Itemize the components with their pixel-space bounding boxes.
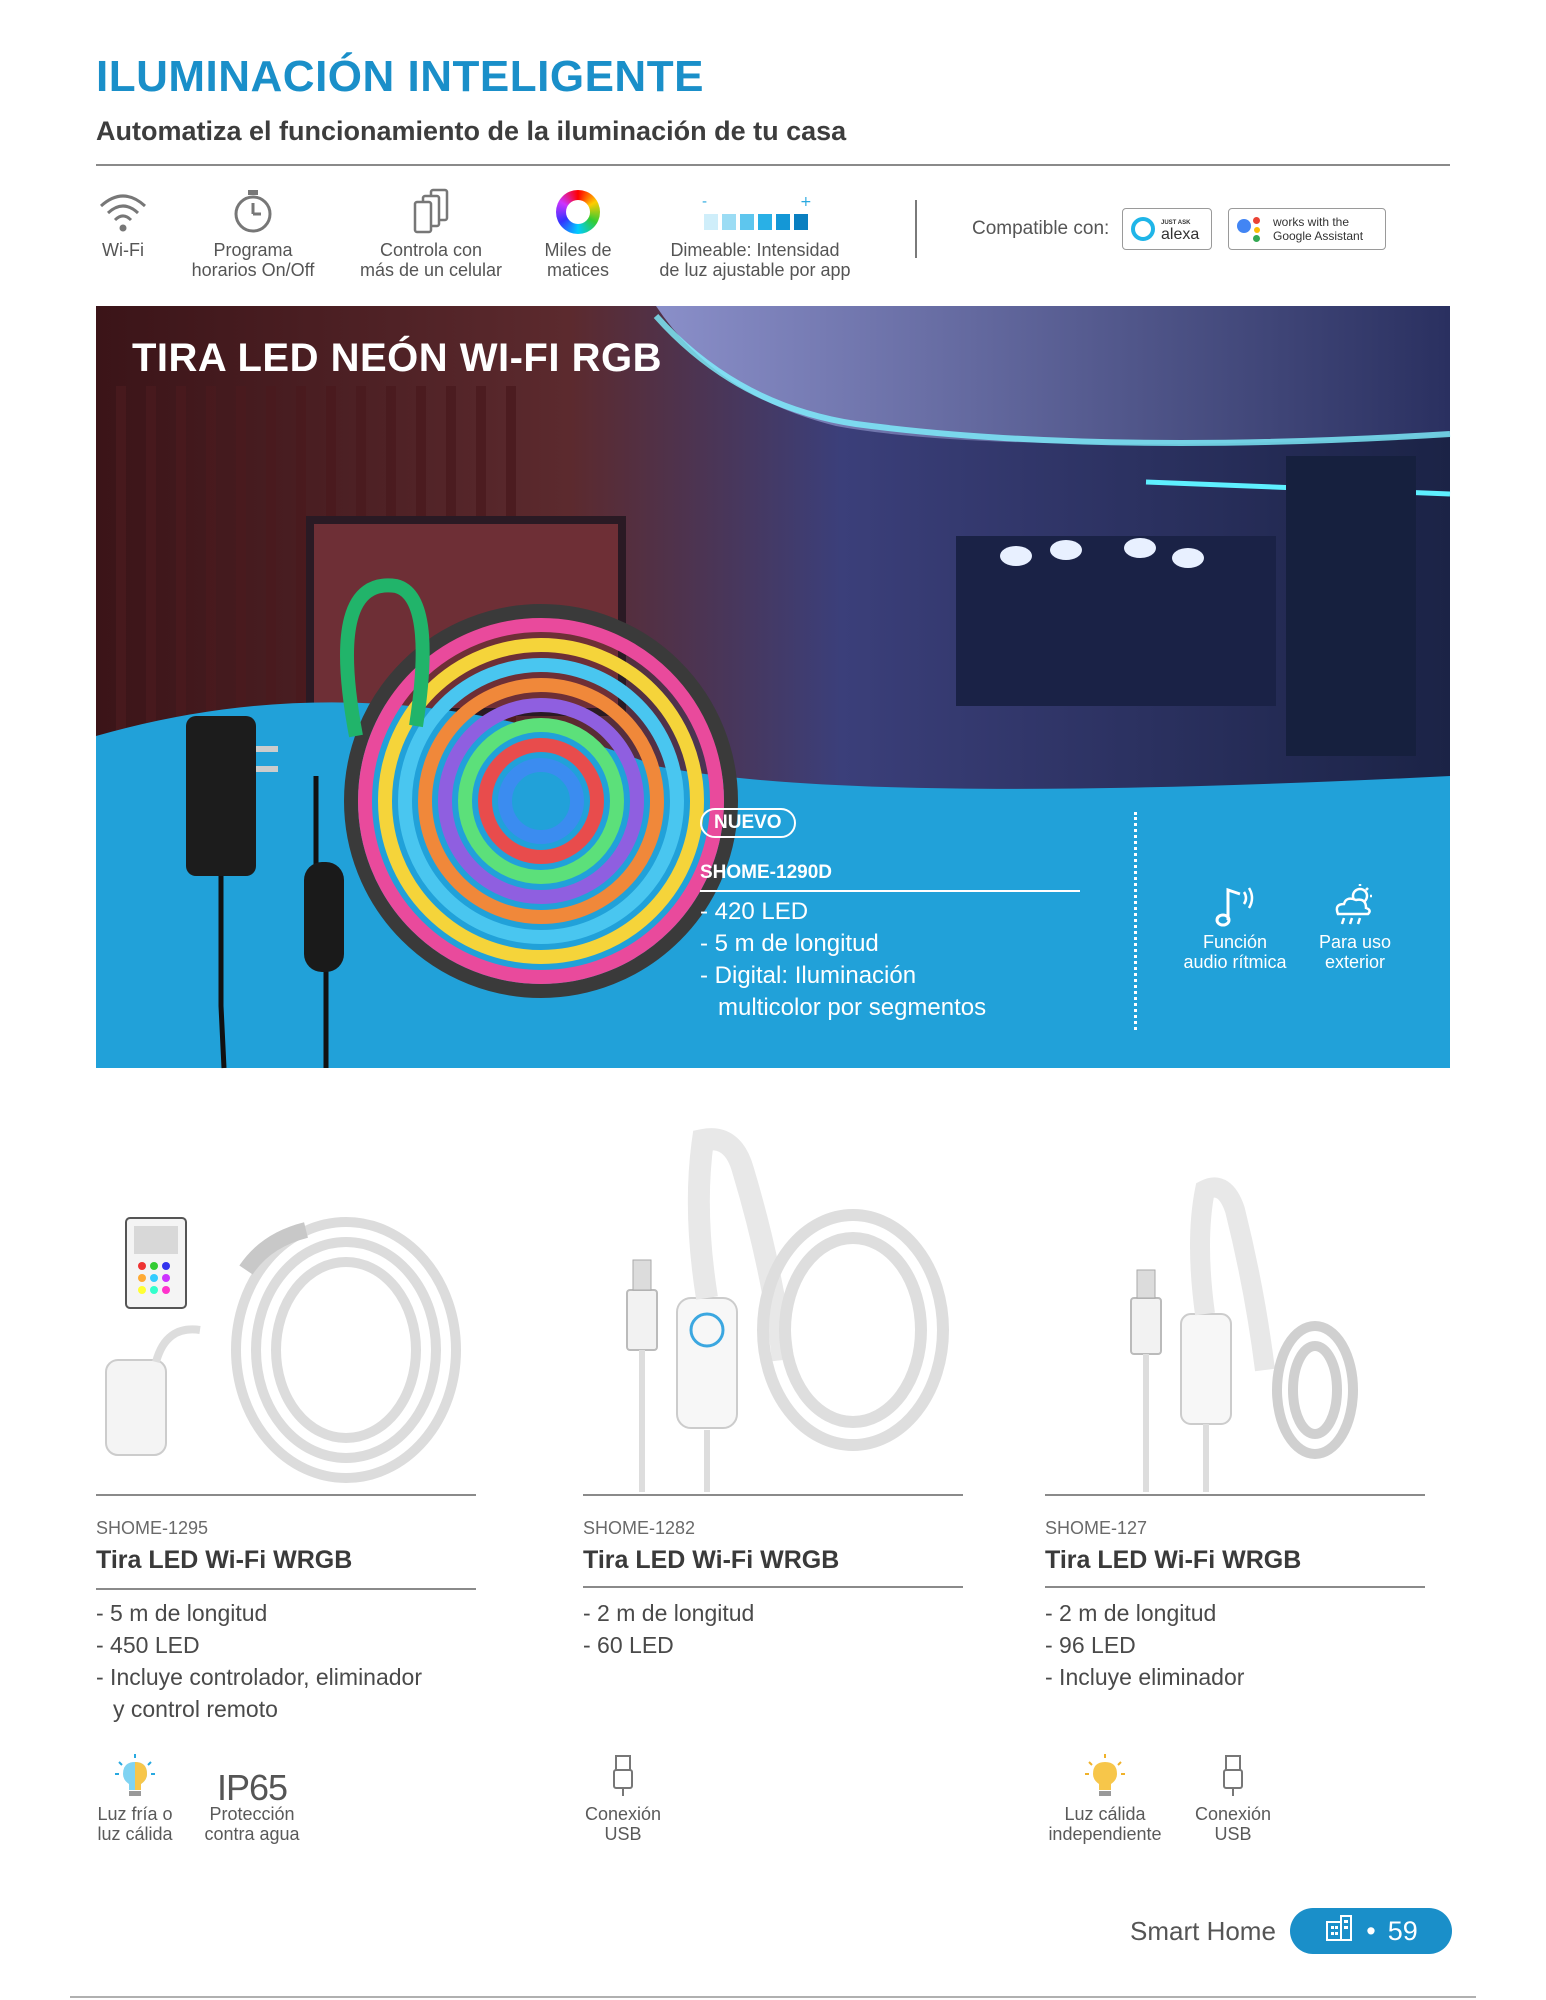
hero-model: SHOME-1290D [700, 862, 832, 883]
inline-controller-image [304, 862, 344, 972]
feature-multi-phone: Controla con más de un celular [350, 182, 512, 280]
power-adapter-image [186, 716, 256, 876]
page-number: 59 [1387, 1915, 1418, 1946]
page-title: ILUMINACIÓN INTELIGENTE [96, 52, 704, 101]
product-feature-usb: Conexión USB [1188, 1752, 1278, 1844]
product-feature-usb: Conexión USB [578, 1752, 668, 1844]
product-spec: - Incluye eliminador [1045, 1664, 1245, 1690]
alexa-badge: JUST ASK alexa [1122, 208, 1212, 250]
hero-dotted-divider [1134, 812, 1137, 1030]
header-divider [96, 164, 1450, 166]
product-model: SHOME-1282 [583, 1518, 696, 1538]
hero-feature-outdoor: Para uso exterior [1290, 876, 1420, 972]
compat-label: Compatible con: [972, 218, 1110, 239]
bottom-divider [70, 1996, 1476, 1998]
product-spec: y control remoto [113, 1696, 278, 1722]
product-feature-warm-light: Luz cálida independiente [1040, 1752, 1170, 1844]
product-model: SHOME-1295 [96, 1518, 209, 1538]
footer-section-name: Smart Home [1130, 1916, 1276, 1946]
wifi-icon [78, 182, 168, 234]
product-divider [1045, 1494, 1425, 1496]
hero-spec: - 420 LED [700, 898, 809, 925]
alexa-ring-icon [1131, 217, 1155, 241]
product-name: Tira LED Wi-Fi WRGB [1045, 1546, 1302, 1574]
bullet-dot: • [1366, 1915, 1376, 1946]
product-spec: - 450 LED [96, 1632, 200, 1658]
feature-timer: Programa horarios On/Off [178, 182, 328, 280]
ip65-icon: IP65 [216, 1767, 288, 1808]
weather-icon [1290, 876, 1420, 928]
timer-icon [178, 182, 328, 234]
cool-warm-bulb-icon [88, 1752, 182, 1798]
hero-spec: - Digital: Iluminación [700, 962, 917, 989]
product-image-shome-1295 [96, 1130, 476, 1490]
feature-dimmer: - + Dimeable: Intensidad de luz ajustable por app [640, 182, 870, 280]
product-feature-ip65: IP65 Protección contra agua [196, 1752, 308, 1844]
google-assistant-badge: works with the Google Assistant [1228, 208, 1386, 250]
hero-title: TIRA LED NEÓN WI-FI RGB [132, 336, 662, 380]
product-spec: - 2 m de longitud [583, 1600, 755, 1626]
product-spec: - Incluye controlador, eliminador [96, 1664, 422, 1690]
music-note-icon [1170, 876, 1300, 928]
product-name-divider [1045, 1586, 1425, 1588]
warm-bulb-icon [1040, 1752, 1170, 1798]
usb-icon [1188, 1752, 1278, 1798]
product-name-divider [583, 1586, 963, 1588]
product-spec: - 60 LED [583, 1632, 674, 1658]
product-spec: - 2 m de longitud [1045, 1600, 1217, 1626]
hero-feature-audio: Función audio rítmica [1170, 876, 1300, 972]
svg-text:-: - [702, 194, 708, 210]
phones-icon [350, 182, 512, 234]
smart-home-icon [1324, 1914, 1354, 1949]
feature-colors: Miles de matices [530, 182, 626, 280]
svg-text:+: + [800, 194, 812, 210]
hero-spec: multicolor por segmentos [718, 994, 987, 1021]
dimmer-icon [640, 182, 870, 234]
product-spec: - 96 LED [1045, 1632, 1136, 1658]
product-divider [96, 1494, 476, 1496]
color-wheel-icon [530, 182, 626, 234]
page-subtitle: Automatiza el funcionamiento de la iluminación de tu casa [96, 116, 847, 146]
hero-model-divider [700, 890, 1080, 892]
product-model: SHOME-127 [1045, 1518, 1148, 1538]
feature-separator [915, 200, 917, 258]
product-spec: - 5 m de longitud [96, 1600, 268, 1626]
product-divider [583, 1494, 963, 1496]
new-badge: NUEVO [700, 808, 796, 838]
product-image-shome-1282 [583, 1130, 963, 1490]
hero-spec: - 5 m de longitud [700, 930, 879, 957]
product-feature-cool-warm: Luz fría o luz cálida [88, 1752, 182, 1844]
hero-banner [96, 306, 1450, 1068]
product-name: Tira LED Wi-Fi WRGB [96, 1546, 353, 1574]
product-image-shome-127 [1045, 1130, 1425, 1490]
product-name-divider [96, 1588, 476, 1590]
product-name: Tira LED Wi-Fi WRGB [583, 1546, 840, 1574]
usb-icon [578, 1752, 668, 1798]
page-number-pill [1290, 1908, 1452, 1954]
google-assistant-icon [1237, 215, 1267, 243]
feature-wifi: Wi-Fi [78, 182, 168, 260]
